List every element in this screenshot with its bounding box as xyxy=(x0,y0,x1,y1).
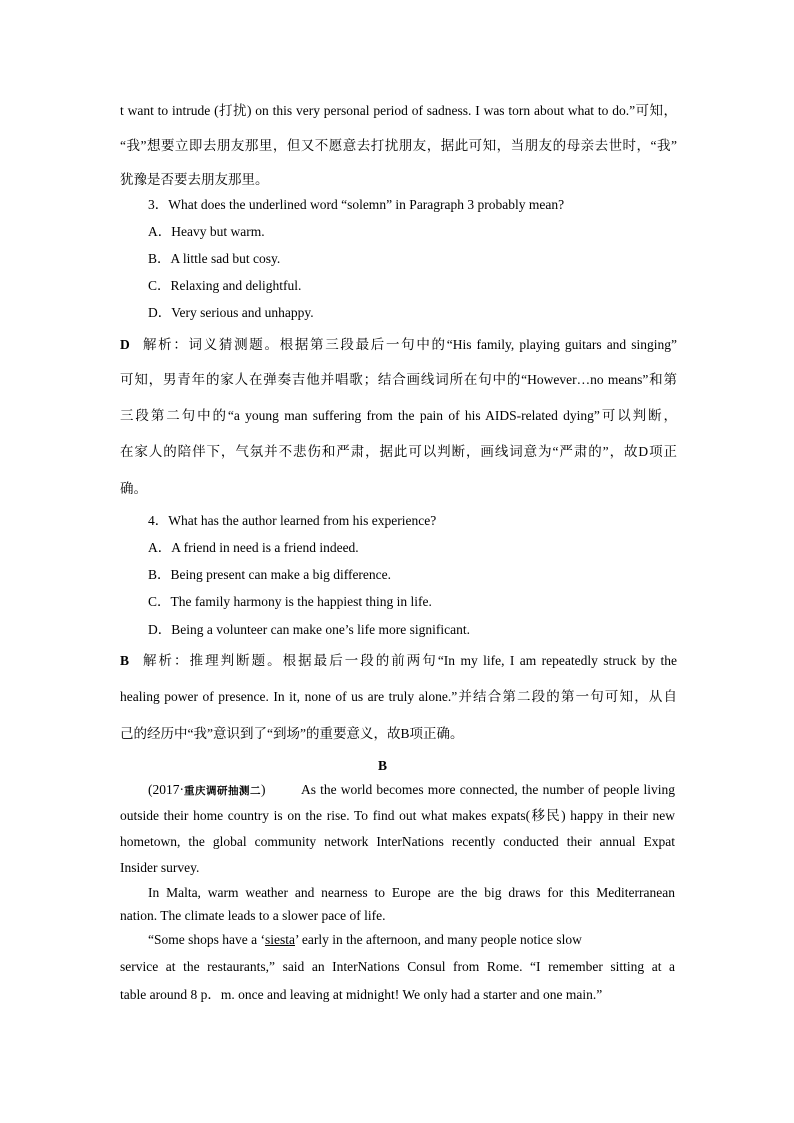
underlined-word-siesta: siesta xyxy=(264,932,295,947)
analysis-q4-line-2: healing power of presence. In it, none of us are truly alone.”并结合第二段的第一句可知，从自 xyxy=(120,689,677,704)
question-3-stem: 3．What does the underlined word “solemn” in Paragraph 3 probably mean? xyxy=(148,197,565,212)
passage-b-source xyxy=(148,780,266,802)
analysis-q2-line-2: “我”想要立即去朋友那里，但又不愿意去打扰朋友，据此可知，当朋友的母亲去世时，“我” xyxy=(120,138,677,153)
source-close: ) xyxy=(261,782,266,797)
analysis-q3-line-2: 可知，男青年的家人在弹奏吉他并唱歌；结合画线词所在句中的“However…no means”和第 xyxy=(120,372,677,387)
source-year: (2017· xyxy=(148,782,184,797)
passage-b-p1-line-1: As the world becomes more connected, the number of people living xyxy=(301,782,675,797)
question-4-option-b: B．Being present can make a big difference. xyxy=(148,567,392,582)
passage-b-p3-line-1 xyxy=(148,930,582,950)
analysis-q3-line-5: 确。 xyxy=(120,481,147,496)
question-3-option-a: A．Heavy but warm. xyxy=(148,224,265,239)
analysis-q3-line-3: 三段第二句中的“a young man suffering from the pain of his AIDS-related dying”可以判断， xyxy=(120,408,677,423)
analysis-q2-line-1: t want to intrude (打扰) on this very personal period of sadness. I was torn about what to do.”可知， xyxy=(120,103,677,118)
question-3-option-d: D．Very serious and unhappy. xyxy=(148,305,314,320)
analysis-q2-line-3: 犹豫是否要去朋友那里。 xyxy=(120,172,269,187)
question-4-option-c: C．The family harmony is the happiest thing in life. xyxy=(148,594,432,609)
question-4-answer: B xyxy=(120,653,130,668)
analysis-q3-line-1: 解析：词义猜测题。根据第三段最后一句中的“His family, playing guitars and singing” xyxy=(143,337,677,352)
passage-b-p2-line-2: nation. The climate leads to a slower pace of life. xyxy=(120,908,386,923)
analysis-q4-line-1: 解析：推理判断题。根据最后一段的前两句“In my life, I am repeatedly struck by the xyxy=(143,653,677,668)
passage-b-p1-line-3: hometown, the global community network InterNations recently conducted their annual Expat xyxy=(120,834,675,849)
quote-lead: “Some shops have a ‘ xyxy=(148,932,265,947)
passage-b-p3-line-3: table around 8 p．m. once and leaving at midnight! We only had a starter and one main.” xyxy=(120,987,603,1002)
analysis-q3-line-4: 在家人的陪伴下，气氛并不悲伤和严肃，据此可以判断，画线词意为“严肃的”，故D项正 xyxy=(120,444,677,459)
question-4-stem: 4．What has the author learned from his experience? xyxy=(148,513,437,528)
analysis-q4-line-3: 己的经历中“我”意识到了“到场”的重要意义，故B项正确。 xyxy=(120,726,464,741)
question-3-option-b: B．A little sad but cosy. xyxy=(148,251,281,266)
passage-b-p3-line-2: service at the restaurants,” said an InterNations Consul from Rome. “I remember sitting at a xyxy=(120,959,675,974)
question-4-option-a: A．A friend in need is a friend indeed. xyxy=(148,540,359,555)
quote-rest: ’ early in the afternoon, and many people notice slow xyxy=(294,932,582,947)
passage-b-heading: B xyxy=(378,758,388,773)
passage-b-p1-line-2: outside their home country is on the rise. To find out what makes expats(移民) happy in their new xyxy=(120,808,675,823)
question-3-option-c: C．Relaxing and delightful. xyxy=(148,278,302,293)
source-name: 重庆调研抽测二 xyxy=(184,786,261,797)
passage-b-p1-line-4: Insider survey. xyxy=(120,860,200,875)
passage-b-p2-line-1: In Malta, warm weather and nearness to Europe are the big draws for this Mediterranean xyxy=(148,885,675,900)
question-3-answer: D xyxy=(120,337,130,352)
question-4-option-d: D．Being a volunteer can make one’s life more significant. xyxy=(148,622,471,637)
